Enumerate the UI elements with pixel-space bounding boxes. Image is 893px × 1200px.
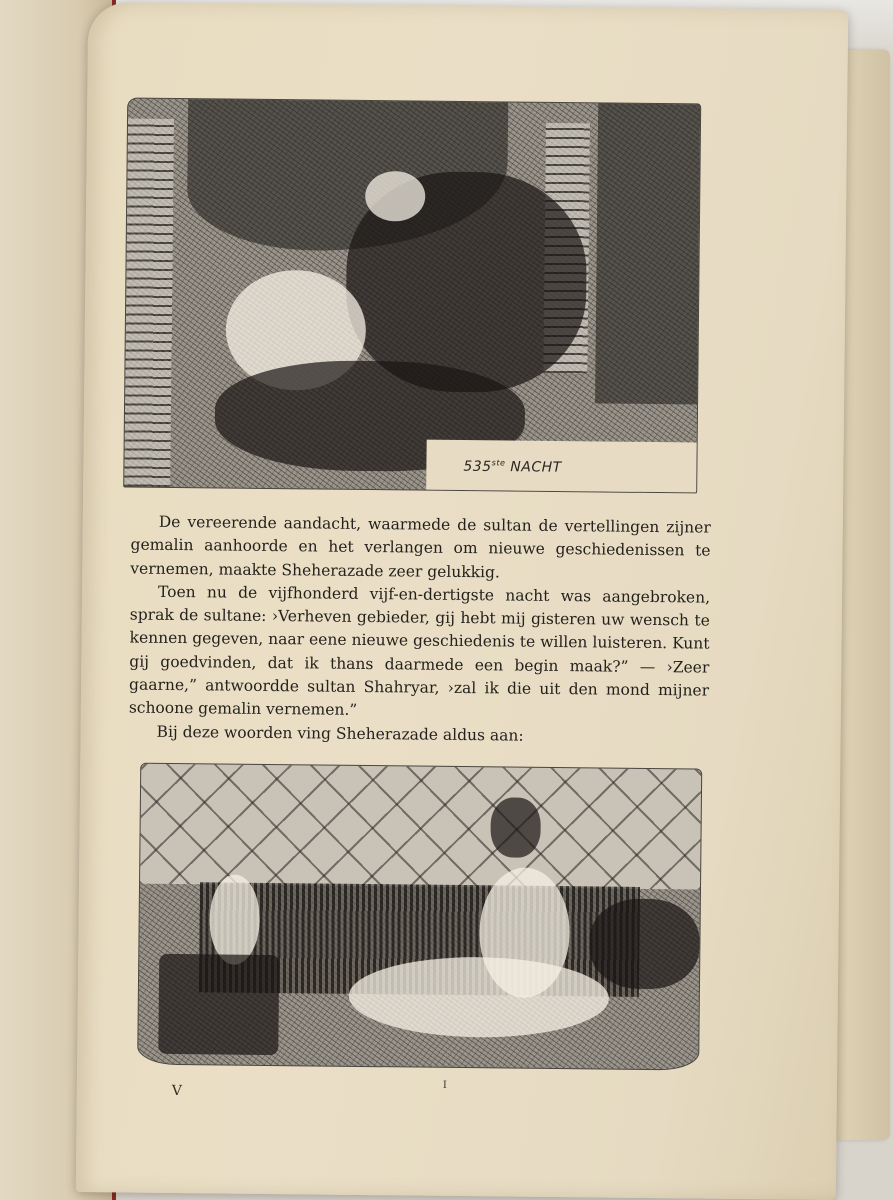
folio-mark: I [442,1079,447,1091]
illustration-reclining-woman [137,763,702,1071]
woman-hair [490,797,541,858]
tiled-wall [140,764,701,890]
side-table [158,954,279,1055]
right-curtain [595,103,700,404]
caption-number: 535 [463,458,492,475]
body-text [128,511,710,750]
illustration-sultan-sheherazade [123,97,701,493]
paragraph-2: Toen nu de vijfhonderd vijf-en-dertigste nacht was aangebroken, sprak de sultane: ›Verheven gebieder, gij hebt mij gisteren uw wensch te kennen gegeven, naar eene nieuwe geschiedenis te willen luisteren. Kunt gij goedvinden, dat ik thans daarmede een begin maak?” — ›Zeer gaarne,” antwoordde sultan Shahryar, ›zal ik die uit den mond mijner schoone gemalin vernemen.” [128,582,711,720]
caption-word: NACHT [510,459,562,476]
left-column [124,118,174,486]
caption-suffix: ste [491,458,506,468]
turban [365,171,426,222]
cushion [589,898,700,989]
paragraph-1: De vereerende aandacht, waarmede de sultan de vertellingen zijner gemalin aanhoorde en het verlangen om nieuwe geschiedenissen te vernemen, maakte Sheherazade zeer gelukkig. [130,512,711,581]
signature-mark: V [171,1082,183,1100]
book-page [76,2,848,1200]
night-caption [463,458,561,476]
paragraph-3: Bij deze woorden ving Sheherazade aldus aan: [156,722,524,745]
